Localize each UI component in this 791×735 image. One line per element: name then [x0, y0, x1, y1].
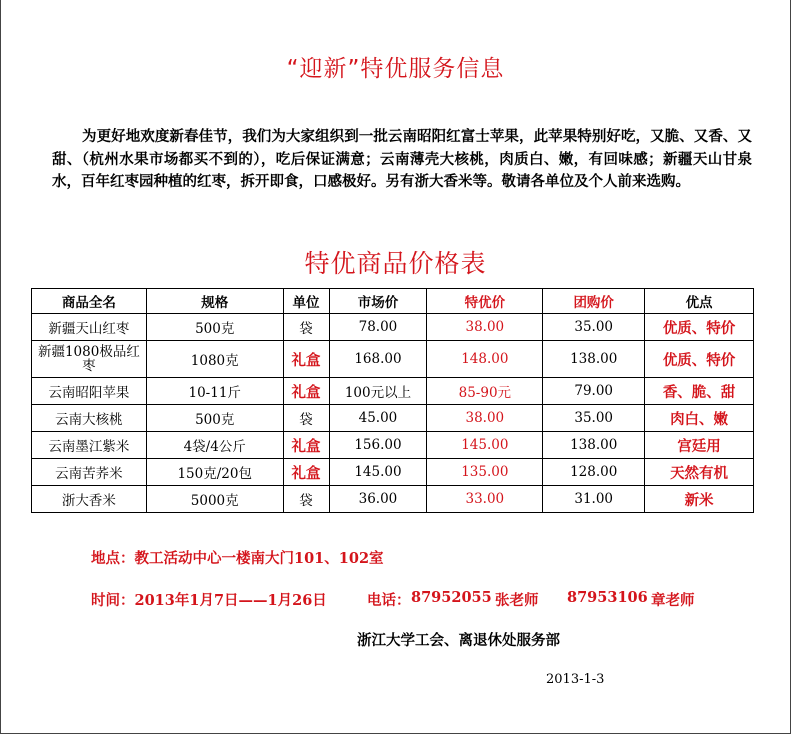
contact-name-2: 章老师	[651, 592, 695, 609]
product-name: 云南墨江紫米	[32, 432, 147, 459]
phone-number-1: 87952055	[411, 589, 492, 606]
table-row	[32, 459, 754, 486]
group-price: 138.00	[543, 432, 645, 459]
special-price: 38.00	[427, 405, 543, 432]
product-spec: 500克	[146, 405, 283, 432]
product-unit: 袋	[283, 405, 329, 432]
phone-number-2: 87953106	[567, 589, 648, 606]
header-name: 商品全名	[32, 289, 147, 314]
group-price: 35.00	[543, 405, 645, 432]
product-merit: 新米	[645, 486, 754, 513]
product-spec: 4袋/4公斤	[146, 432, 283, 459]
header-special-price: 特优价	[427, 289, 543, 314]
product-merit: 天然有机	[645, 459, 754, 486]
table-row	[32, 341, 754, 378]
product-unit: 礼盒	[283, 341, 329, 378]
header-group-price: 团购价	[543, 289, 645, 314]
market-price: 45.00	[329, 405, 427, 432]
market-price: 100元以上	[329, 378, 427, 405]
group-price: 128.00	[543, 459, 645, 486]
product-merit: 优质、特价	[645, 341, 754, 378]
product-name: 云南大核桃	[32, 405, 147, 432]
special-price: 33.00	[427, 486, 543, 513]
product-unit: 礼盒	[283, 378, 329, 405]
product-merit: 优质、特价	[645, 314, 754, 341]
product-unit: 礼盒	[283, 432, 329, 459]
product-spec: 1080克	[146, 341, 283, 378]
market-price: 168.00	[329, 341, 427, 378]
product-spec: 10-11斤	[146, 378, 283, 405]
group-price: 31.00	[543, 486, 645, 513]
header-unit: 单位	[283, 289, 329, 314]
table-row	[32, 486, 754, 513]
product-name: 云南苦荞米	[32, 459, 147, 486]
product-name: 云南昭阳苹果	[32, 378, 147, 405]
table-title: 特优商品价格表	[304, 249, 487, 278]
market-price: 36.00	[329, 486, 427, 513]
product-spec: 150克/20包	[146, 459, 283, 486]
product-name-text: 新疆1080极品红枣	[37, 344, 140, 374]
group-price: 138.00	[543, 341, 645, 378]
product-name: 新疆天山红枣	[32, 314, 147, 341]
product-merit: 宫廷用	[645, 432, 754, 459]
header-merit: 优点	[645, 289, 754, 314]
product-name	[32, 341, 147, 378]
table-row	[32, 405, 754, 432]
product-unit: 袋	[283, 486, 329, 513]
time-text: 时间：2013年1月7日——1月26日	[91, 592, 327, 609]
product-name: 浙大香米	[32, 486, 147, 513]
special-price: 85-90元	[427, 378, 543, 405]
product-unit: 礼盒	[283, 459, 329, 486]
time-contact-line	[91, 589, 771, 609]
page-title: “迎新”特优服务信息	[286, 56, 505, 82]
market-price: 78.00	[329, 314, 427, 341]
organizer-text: 浙江大学工会、离退休处服务部	[357, 632, 560, 649]
table-header-row	[32, 289, 754, 314]
table-row	[32, 378, 754, 405]
issue-date: 2013-1-3	[546, 672, 605, 687]
special-price: 135.00	[427, 459, 543, 486]
group-price: 35.00	[543, 314, 645, 341]
market-price: 145.00	[329, 459, 427, 486]
product-unit: 袋	[283, 314, 329, 341]
price-table	[31, 288, 754, 513]
table-row	[32, 432, 754, 459]
header-market-price: 市场价	[329, 289, 427, 314]
product-spec: 5000克	[146, 486, 283, 513]
location-text: 地点：教工活动中心一楼南大门101、102室	[91, 550, 384, 567]
group-price: 79.00	[543, 378, 645, 405]
product-merit: 香、脆、甜	[645, 378, 754, 405]
header-spec: 规格	[146, 289, 283, 314]
product-merit: 肉白、嫩	[645, 405, 754, 432]
special-price: 148.00	[427, 341, 543, 378]
phone-label: 电话：	[367, 592, 411, 609]
special-price: 145.00	[427, 432, 543, 459]
table-row	[32, 314, 754, 341]
product-spec: 500克	[146, 314, 283, 341]
contact-name-1: 张老师	[495, 592, 539, 609]
market-price: 156.00	[329, 432, 427, 459]
special-price: 38.00	[427, 314, 543, 341]
intro-paragraph: 为更好地欢度新春佳节，我们为大家组织到一批云南昭阳红富士苹果，此苹果特别好吃，又脆、又香、又甜、（杭州水果市场都买不到的），吃后保证满意；云南薄壳大核桃，肉质白、嫩，有回味感；新疆天山甘泉水，百年红枣园种植的红枣，拆开即食，口感极好。另有浙大香米等。敬请各单位及个人前来选购。	[52, 128, 752, 190]
